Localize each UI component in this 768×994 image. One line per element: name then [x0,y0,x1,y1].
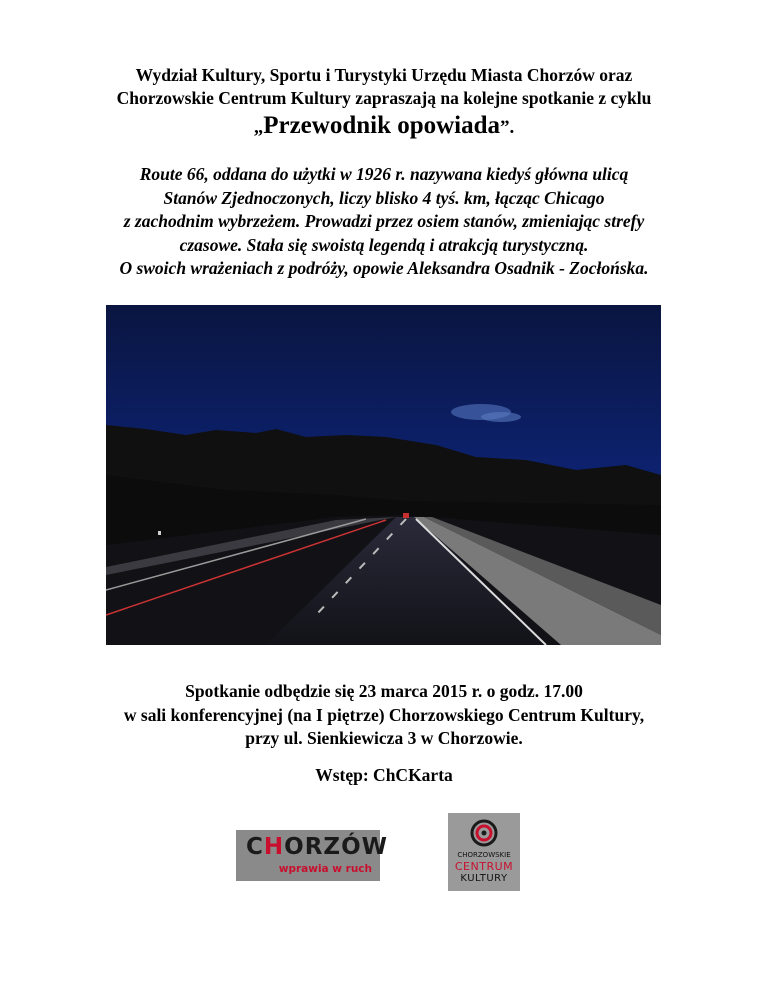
cck-line-2: CENTRUM [454,860,514,873]
description-line-2: Stanów Zjednoczonych, liczy blisko 4 tyś. km, łącząc Chicago [163,187,605,208]
cck-line-3: KULTURY [460,873,508,884]
chorzow-logo [236,830,389,881]
description-line-3: z zachodnim wybrzeżem. Prowadzi przez osiem stanów, zmieniając strefy [123,211,645,231]
cck-line-1: CHORZOWSKIE [457,851,511,859]
wordmark-prefix: C [246,834,264,860]
event-description [30,163,738,281]
highway-landscape-icon [106,305,661,645]
chorzow-tagline: wprawia w ruch [278,863,372,875]
description-line-1: Route 66, oddana do użytki w 1926 r. nazywana kiedyś główna ulicą [139,164,629,184]
intro-line-2: Chorzowskie Centrum Kultury zapraszają na kolejne spotkanie z cyklu [116,88,652,108]
description-line-5: O swoich wrażeniach z podróży, opowie Aleksandra Osadnik - Zocłońska. [119,258,649,278]
details-line-2: w sali konferencyjnej (na I piętrze) Chorzowskiego Centrum Kultury, [123,704,645,725]
series-name: Przewodnik opowiada [263,112,501,139]
intro-text [40,64,728,110]
wordmark-suffix: ORZÓW [284,834,389,860]
description-line-4: czasowe. Stała się swoistą legendą i atrakcją turystyczną. [179,234,589,255]
details-line-1: Spotkanie odbędzie się 23 marca 2015 r. o godz. 17.00 [185,681,583,701]
route-66-photo [106,305,661,645]
intro-line-1: Wydział Kultury, Sportu i Turystyki Urzędu Miasta Chorzów oraz [135,65,633,85]
close-quote: ”. [500,117,515,138]
cck-logo [448,813,520,891]
chorzow-wordmark [246,834,388,860]
wordmark-red-letter: H [263,834,285,860]
series-title [40,112,728,140]
details-line-3: przy ul. Sienkiewicza 3 w Chorzowie. [245,728,523,748]
entry-info: Wstęp: ChCKarta [315,765,453,785]
event-details [30,680,738,751]
open-quote: „ [253,117,264,138]
cck-emblem-icon [470,819,498,847]
